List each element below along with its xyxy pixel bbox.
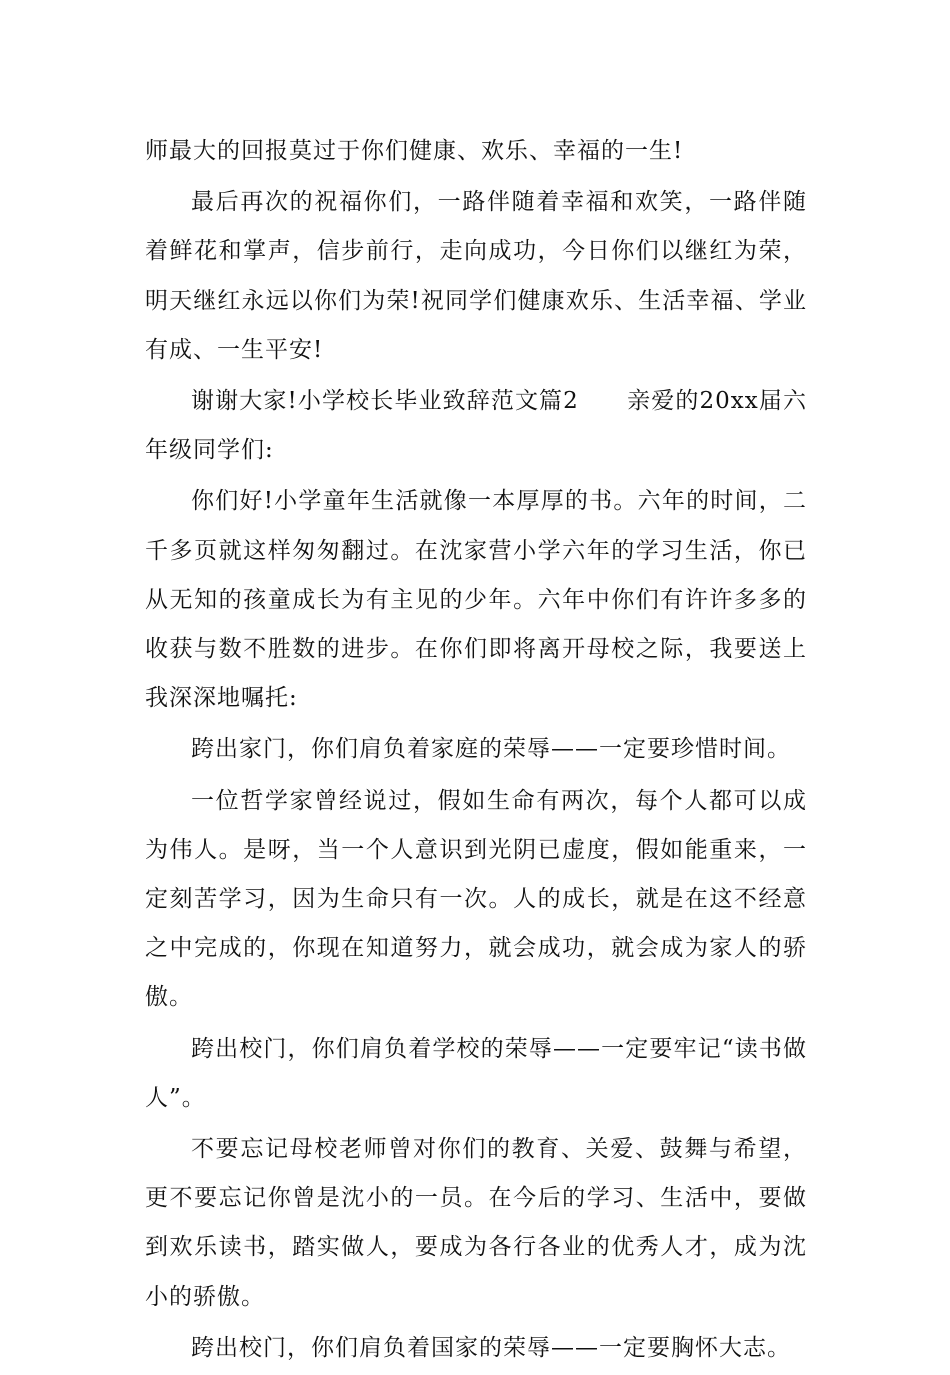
paragraph-6: 一位哲学家曾经说过，假如生命有两次，每个人都可以成为伟人。是呀，当一个人意识到光阴已虚度，假如能重来，一定刻苦学习，因为生命只有一次。人的成长，就是在这不经意之中完成的，你现在知道努力，就会成功，就会成为家人的骄傲。	[145, 787, 807, 1011]
paragraph-5: 跨出家门，你们肩负着家庭的荣辱——一定要珍惜时间。	[191, 736, 791, 763]
paragraph-9: 跨出校门，你们肩负着国家的荣辱——一定要胸怀大志。	[191, 1334, 791, 1361]
paragraph-1: 师最大的回报莫过于你们健康、欢乐、幸福的一生!	[145, 138, 684, 164]
paragraph-7: 跨出校门，你们肩负着学校的荣辱——一定要牢记“读书做人”。	[145, 1035, 807, 1111]
document-body	[145, 127, 807, 1375]
paragraph-3: 谢谢大家!小学校长毕业致辞范文篇2 亲爱的20xx届六年级同学们:	[145, 388, 807, 464]
paragraph-2: 最后再次的祝福你们，一路伴随着幸福和欢笑，一路伴随着鲜花和掌声，信步前行，走向成功，今日你们以继红为荣，明天继红永远以你们为荣!祝同学们健康欢乐、生活幸福、学业有成、一生平安!	[145, 189, 807, 363]
paragraph-4: 你们好!小学童年生活就像一本厚厚的书。六年的时间，二千多页就这样匆匆翻过。在沈家营小学六年的学习生活，你已从无知的孩童成长为有主见的少年。六年中你们有许许多多的收获与数不胜数的进步。在你们即将离开母校之际，我要送上我深深地嘱托:	[145, 488, 807, 712]
paragraph-8: 不要忘记母校老师曾对你们的教育、关爱、鼓舞与希望，更不要忘记你曾是沈小的一员。在今后的学习、生活中，要做到欢乐读书，踏实做人，要成为各行各业的优秀人才，成为沈小的骄傲。	[145, 1136, 807, 1310]
